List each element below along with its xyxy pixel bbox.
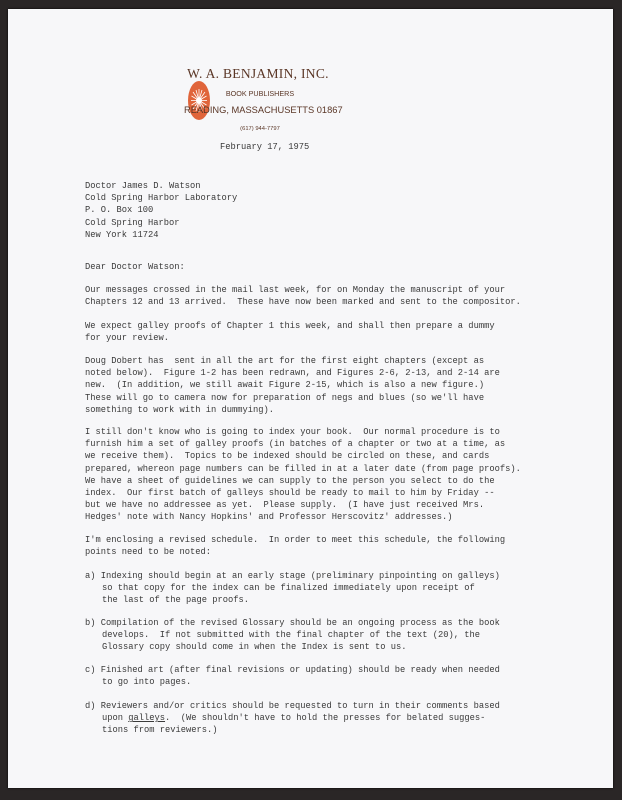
text-line: so that copy for the index can be finalized immediately upon receipt of xyxy=(102,583,475,594)
point-b xyxy=(85,617,585,654)
paragraph-2 xyxy=(85,320,585,344)
text-line: but we have no addressee as yet. Please supply. (I have just received Mrs. xyxy=(85,500,485,511)
text-line: index. Our first batch of galleys should be ready to mail to him by Friday -- xyxy=(85,487,495,498)
text-line: These will go to camera now for preparation of negs and blues (so we'll have xyxy=(85,392,485,403)
text-line: the last of the page proofs. xyxy=(102,595,250,606)
point-d xyxy=(85,700,585,737)
text-fragment: . (We shouldn't have to hold the presses for belated sugges- xyxy=(165,713,486,724)
company-name: W. A. BENJAMIN, INC. xyxy=(187,66,329,81)
text-fragment: upon xyxy=(102,713,129,724)
address-line: P. O. Box 100 xyxy=(85,205,154,216)
paragraph-4 xyxy=(85,426,585,524)
letter-date: February 17, 1975 xyxy=(220,142,310,152)
text-line: prepared, whereon page numbers can be filled in at a later date (from page proofs). xyxy=(85,463,521,474)
text-line: tions from reviewers.) xyxy=(102,725,218,736)
text-line: c) Finished art (after final revisions or updating) should be ready when needed xyxy=(85,665,500,675)
text-line: noted below). Figure 1-2 has been redrawn, and Figures 2-6, 2-13, and 2-14 are xyxy=(85,368,500,379)
address-line: Cold Spring Harbor xyxy=(85,217,180,228)
text-line: b) Compilation of the revised Glossary should be an ongoing process as the book xyxy=(85,618,500,628)
text-line xyxy=(85,712,585,724)
text-line: develops. If not submitted with the final chapter of the text (20), the xyxy=(102,630,481,641)
underlined-word: galleys xyxy=(128,713,166,724)
company-phone: (617) 944-7797 xyxy=(240,126,280,132)
paragraph-1 xyxy=(85,284,585,308)
text-line: to go into pages. xyxy=(102,677,192,688)
point-a xyxy=(85,570,585,607)
text-line: We have a sheet of guidelines we can supply to the person you select to do the xyxy=(85,475,495,486)
text-line: something to work with in dummying). xyxy=(85,404,275,415)
text-line: furnish him a set of galley proofs (in batches of a chapter or two at a time, as xyxy=(85,439,506,450)
text-line: Hedges' note with Nancy Hopkins' and Professor Herscovitz' addresses.) xyxy=(85,512,453,523)
paragraph-5 xyxy=(85,534,585,558)
paragraph-3 xyxy=(85,355,585,416)
company-address: READING, MASSACHUSETTS 01867 xyxy=(184,105,343,115)
text-line: we receive them). Topics to be indexed should be circled on these, and cards xyxy=(85,451,490,462)
text-line: points need to be noted: xyxy=(85,547,212,558)
address-line: Cold Spring Harbor Laboratory xyxy=(85,193,238,204)
tagline: BOOK PUBLISHERS xyxy=(225,89,295,98)
recipient-address xyxy=(85,180,585,241)
text-line: Our messages crossed in the mail last week, for on Monday the manuscript of your xyxy=(85,285,506,295)
text-line: a) Indexing should begin at an early stage (preliminary pinpointing on galleys) xyxy=(85,571,500,581)
text-line: I still don't know who is going to index your book. Our normal procedure is to xyxy=(85,427,500,437)
text-line: for your review. xyxy=(85,333,170,344)
salutation: Dear Doctor Watson: xyxy=(85,262,185,272)
point-c xyxy=(85,664,585,688)
text-line: Doug Dobert has sent in all the art for the first eight chapters (except as xyxy=(85,356,485,366)
address-line: New York 11724 xyxy=(85,229,159,240)
text-line: Glossary copy should come in when the Index is sent to us. xyxy=(102,642,407,653)
text-line: new. (In addition, we still await Figure 2-15, which is also a new figure.) xyxy=(85,380,485,391)
text-line: d) Reviewers and/or critics should be requested to turn in their comments based xyxy=(85,701,500,711)
text-line: Chapters 12 and 13 arrived. These have now been marked and sent to the compositor. xyxy=(85,297,521,308)
text-line: I'm enclosing a revised schedule. In order to meet this schedule, the following xyxy=(85,535,506,545)
text-line: We expect galley proofs of Chapter 1 this week, and shall then prepare a dummy xyxy=(85,321,495,331)
address-line: Doctor James D. Watson xyxy=(85,181,201,191)
